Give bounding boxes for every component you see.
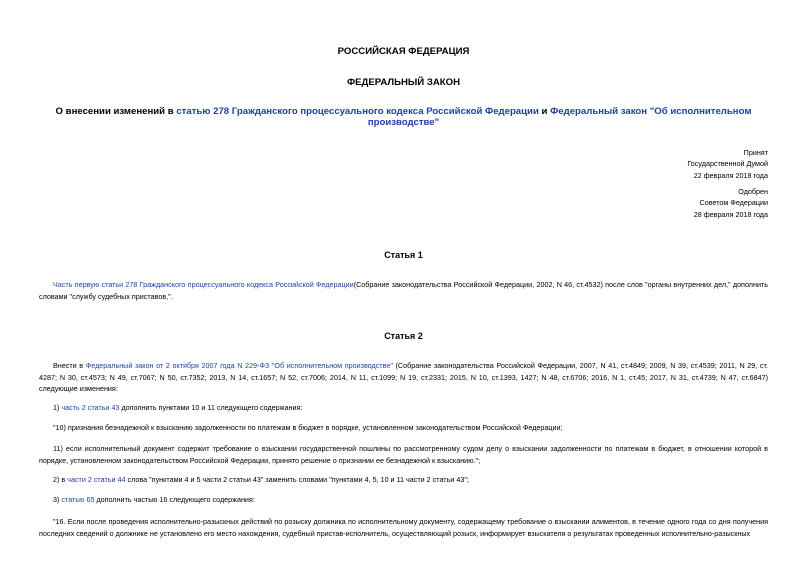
accepted-line: Государственной Думой — [687, 159, 768, 169]
item-2-prefix: 2) в — [53, 475, 68, 484]
item-2-text: слова "пунктами 4 и 5 части 2 статьи 43" заменить словами "пунктами 4, 5, 10 и 11 части 2 статьи 43"; — [125, 475, 469, 484]
approved-line: 28 февраля 2018 года — [693, 209, 768, 219]
adoption-approved — [694, 186, 768, 220]
item-1-point-11: 11) если исполнительный документ содержит требование о взыскании государственной пошлины по рассмотренному судом делу о взыскании задолженности по платежам в бюджет, в отношении которой в порядке, установленном законодательством Российской Федерации, принято решение о признании ее безнадежной к взысканию."; — [39, 444, 768, 465]
item-1-point-10: "10) признания безнадежной к взысканию задолженности по платежам в бюджет в порядке, установленном законодательством Российской Федерации; — [53, 423, 563, 432]
item-3-text: дополнить частью 16 следующего содержания: — [94, 495, 255, 504]
intro-text: (Собрание законодательства Российской Федерации, 2007, N 41, ст.4849; 2009, N 39, ст.4539; 2011, N 29, ст. 4287; N 30, ст.4573; N 49, ст.7067; N 50, ст.7352; 2013, N 14, ст.1657; N 52, ст.7006; 2014, N 11, ст.1099; N 19, ст.2331; 2015, N 10, ст.1393, 1427; N 48, ст.6706; 2016, N 1, ст.45; 2017, N 31, ст.4739; N 47, ст.6847) следующие изменения: — [39, 361, 768, 394]
item-3 — [39, 494, 768, 506]
adoption-accepted — [687, 147, 768, 181]
article-1-link[interactable]: Часть первую статьи 278 Гражданского процессуального кодекса Российской Федерации — [53, 280, 354, 289]
accepted-line: 22 февраля 2018 года — [693, 170, 768, 180]
law-title — [30, 106, 777, 128]
article-1-text: (Собрание законодательства Российской Федерации, 2002, N 46, ст.4532) после слов "органы внутренних дел," дополнить словами "службу судебных приставов,". — [39, 280, 768, 301]
approved-line: Советом Федерации — [699, 198, 768, 208]
doc-type-heading: ФЕДЕРАЛЬНЫЙ ЗАКОН — [346, 77, 461, 88]
item-1-text: дополнить пунктами 10 и 11 следующего содержания: — [119, 403, 303, 412]
item-1 — [39, 402, 768, 414]
item-3-point-16: "16. Если после проведения исполнительно-разыскных действий по розыску должника по исполнительному документу, содержащему требование о взыскании алиментов, в течение одного года со дня получения последних сведений о должнике не установлено его место нахождения, судебный пристав-исполнитель, осуществляющий розыск, информирует взыскателя о результатах проведенных исполнительно-разыскных — [39, 517, 768, 538]
item-3-link[interactable]: статью 65 — [61, 495, 95, 504]
country-heading: РОССИЙСКАЯ ФЕДЕРАЦИЯ — [337, 46, 470, 57]
article-2-heading: Статья 2 — [384, 331, 423, 341]
item-2 — [39, 474, 768, 486]
title-link-gpk[interactable]: статью 278 Гражданского процессуального кодекса Российской Федерации — [176, 106, 539, 117]
article-1-heading: Статья 1 — [384, 250, 423, 260]
article-2-intro — [39, 360, 768, 395]
approved-line: Одобрен — [738, 187, 768, 196]
intro-prefix: Внести в — [53, 361, 86, 370]
title-link-fz[interactable]: Федеральный закон "Об исполнительном производстве" — [367, 106, 752, 128]
accepted-line: Принят — [743, 148, 768, 157]
item-2-link[interactable]: части 2 статьи 44 — [67, 475, 126, 484]
article-1-paragraph — [39, 279, 768, 302]
item-1-link[interactable]: часть 2 статьи 43 — [61, 403, 120, 412]
item-3-prefix: 3) — [53, 495, 62, 504]
title-text-1: О внесении изменений в — [55, 106, 177, 117]
title-text-2: и — [538, 106, 551, 117]
intro-link[interactable]: Федеральный закон от 2 октября 2007 года N 229-ФЗ "Об исполнительном производстве" — [85, 361, 393, 370]
item-1-prefix: 1) — [53, 403, 62, 412]
